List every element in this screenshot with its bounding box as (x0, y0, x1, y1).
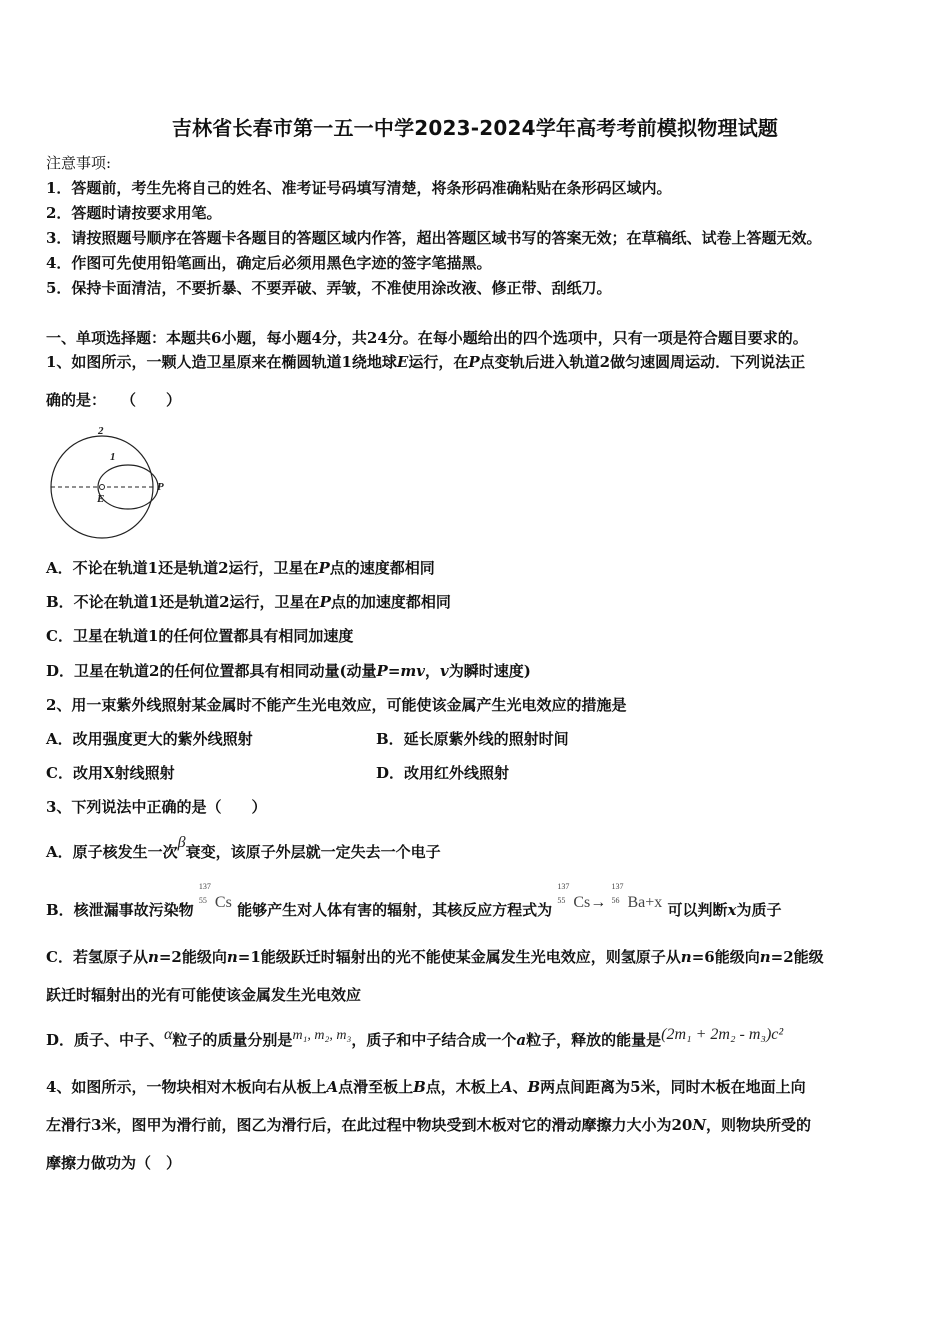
q1-stem: 1、如图所示，一颗人造卫星原来在椭圆轨道1绕地球E运行，在P点变轨后进入轨道2做匀速圆周运动．下列说法正 (46, 353, 806, 371)
q3-option-b: B．核泄漏事故污染物 137 55 Cs 能够产生对人体有害的辐射，其核反应方程式为 137 55 Cs→ 137 56 Ba+x 可以判断x为质子 (46, 882, 782, 919)
q3-option-c-line1: C．若氢原子从n=2能级向n=1能级跃迁时辐射出的光不能使某金属发生光电效应，则氢原子从n=6能级向n=2能级 (46, 948, 824, 966)
cs-nuclide-eq: 137 55 Cs (557, 882, 591, 911)
q3-option-c-line2: 跃迁时辐射出的光有可能使该金属发生光电效应 (46, 986, 362, 1004)
q4-stem-line1: 4、如图所示，一物块相对木板向右从板上A点滑至板上B点，木板上A、B两点间距离为5米，同时木板在地面上向 (46, 1078, 806, 1096)
label-P: P (157, 481, 164, 493)
q4-stem-line3: 摩擦力做功为（ ） (46, 1154, 182, 1172)
notice-item-1: 1．答题前，考生先将自己的姓名、准考证号码填写清楚，将条形码准确粘贴在条形码区域内。 (46, 179, 672, 197)
orbit-figure (44, 420, 174, 544)
notice-heading: 注意事项: (46, 154, 112, 172)
q3-option-d: D．质子、中子、α粒子的质量分别是m₁, m₂, m₃，质子和中子结合成一个a粒子，释放的能量是(2m₁ + 2m₂ - m₃)c² (46, 1026, 784, 1049)
q1-option-d: D．卫星在轨道2的任何位置都具有相同动量(动量P=mv，v为瞬时速度) (46, 662, 531, 680)
label-2: 2 (98, 425, 104, 437)
page-title: 吉林省长春市第一五一中学2023-2024学年高考考前模拟物理试题 (171, 116, 779, 140)
q2-option-c: C．改用X射线照射 (46, 764, 175, 782)
q2-option-a: A．改用强度更大的紫外线照射 (46, 730, 253, 748)
notice-item-5: 5．保持卡面清洁，不要折暴、不要弄破、弄皱，不准使用涂改液、修正带、刮纸刀。 (46, 279, 612, 297)
q1-option-a: A．不论在轨道1还是轨道2运行，卫星在P点的速度都相同 (46, 559, 435, 577)
q1-option-b: B．不论在轨道1还是轨道2运行，卫星在P点的加速度都相同 (46, 593, 451, 611)
ba-nuclide: 137 56 Ba+x (611, 882, 663, 911)
notice-item-3: 3．请按照题号顺序在答题卡各题目的答题区域内作答，超出答题区域书写的答案无效；在草稿纸、试卷上答题无效。 (46, 229, 822, 247)
label-1: 1 (110, 451, 116, 463)
label-E: E (97, 493, 105, 505)
earth-dot (100, 485, 105, 490)
q1-option-c: C．卫星在轨道1的任何位置都具有相同加速度 (46, 627, 354, 645)
notice-item-4: 4．作图可先使用铅笔画出，确定后必须用黑色字迹的签字笔描黑。 (46, 254, 492, 272)
q2-option-b: B．延长原紫外线的照射时间 (376, 730, 569, 748)
notice-item-2: 2．答题时请按要求用笔。 (46, 204, 222, 222)
q1-stem-end: 确的是： （ ） (46, 391, 182, 409)
q4-stem-line2: 左滑行3米，图甲为滑行前，图乙为滑行后，在此过程中物块受到木板对它的滑动摩擦力大小为20N，则物块所受的 (46, 1116, 812, 1134)
cs-nuclide: 137 55 Cs (198, 882, 232, 911)
q2-option-d: D．改用红外线照射 (376, 764, 510, 782)
q3-option-a: A．原子核发生一次β衰变，该原子外层就一定失去一个电子 (46, 834, 441, 861)
q2-stem: 2、用一束紫外线照射某金属时不能产生光电效应，可能使该金属产生光电效应的措施是 (46, 696, 627, 714)
section-heading: 一、单项选择题：本题共6小题，每小题4分，共24分。在每小题给出的四个选项中，只有一项是符合题目要求的。 (46, 329, 808, 347)
q3-stem: 3、下列说法中正确的是（ ） (46, 798, 267, 816)
